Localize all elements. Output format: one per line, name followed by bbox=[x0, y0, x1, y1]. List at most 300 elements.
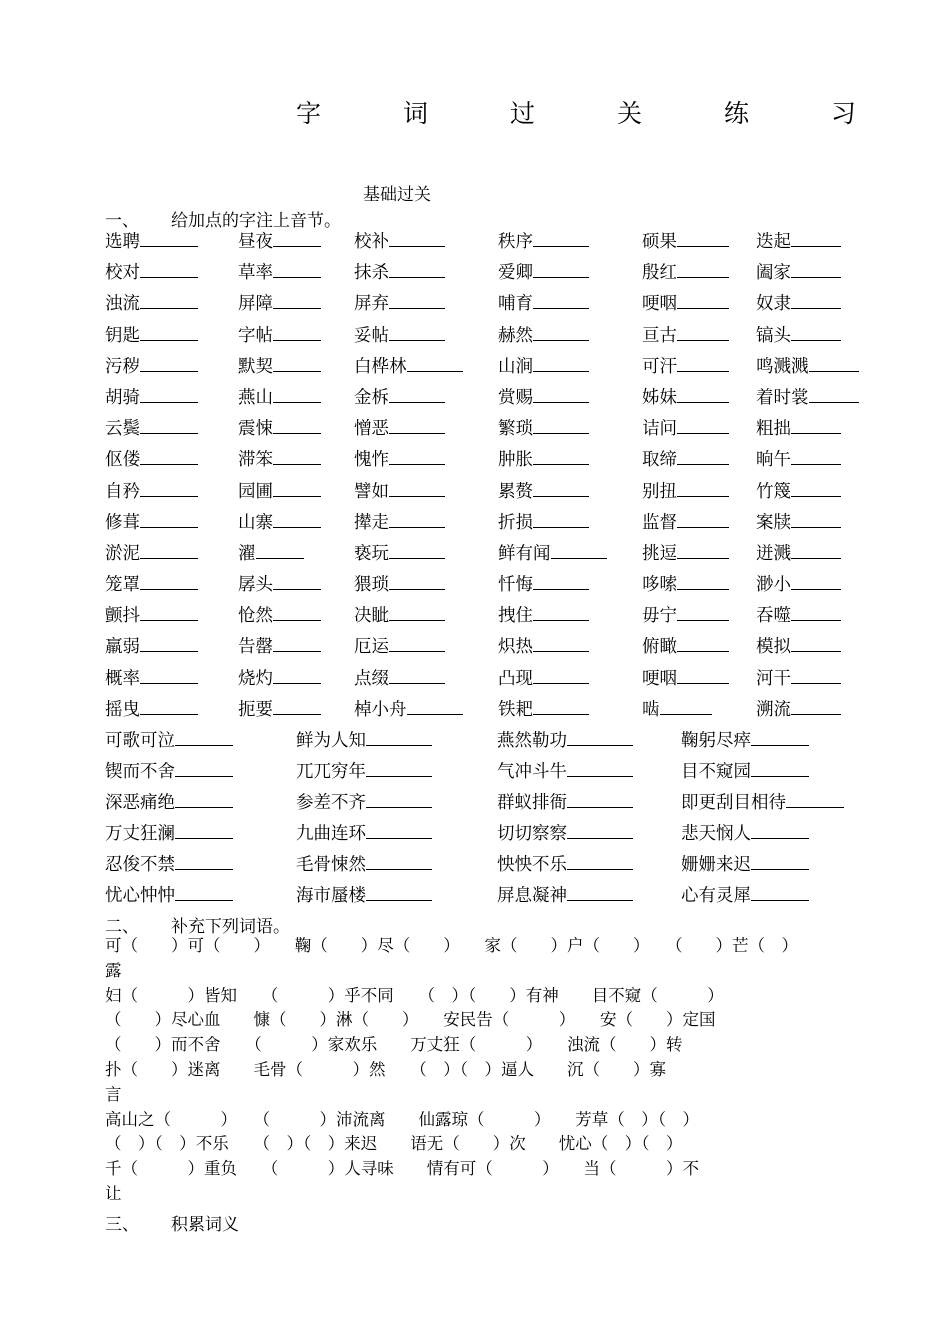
vocab-item bbox=[238, 415, 321, 440]
vocab-item bbox=[105, 415, 198, 440]
vocab-item bbox=[756, 633, 841, 658]
answer-blank[interactable] bbox=[791, 259, 841, 278]
answer-blank[interactable] bbox=[791, 571, 841, 590]
answer-blank[interactable] bbox=[389, 322, 445, 341]
idiom-word: 万丈狂澜 bbox=[105, 824, 175, 844]
vocab-word: 山寨 bbox=[238, 512, 273, 533]
answer-blank[interactable] bbox=[366, 882, 432, 901]
vocab-item bbox=[642, 353, 729, 378]
vocab-item bbox=[756, 571, 841, 596]
answer-blank[interactable] bbox=[140, 509, 198, 528]
vocab-item bbox=[642, 322, 729, 347]
vocab-word: 污秽 bbox=[105, 356, 140, 377]
vocab-word: 猥琐 bbox=[354, 575, 389, 596]
vocab-word: 哺育 bbox=[498, 294, 533, 315]
answer-blank[interactable] bbox=[256, 540, 304, 559]
fill-in-line: 言 bbox=[105, 1084, 122, 1104]
vocab-word: 渺小 bbox=[756, 575, 791, 596]
answer-blank[interactable] bbox=[140, 353, 198, 372]
answer-blank[interactable] bbox=[389, 602, 445, 621]
vocab-item bbox=[105, 228, 198, 253]
answer-blank[interactable] bbox=[366, 789, 432, 808]
answer-blank[interactable] bbox=[140, 384, 198, 403]
vocab-word: 愧怍 bbox=[354, 450, 389, 471]
answer-blank[interactable] bbox=[677, 509, 729, 528]
answer-blank[interactable] bbox=[567, 727, 633, 746]
vocab-word: 硕果 bbox=[642, 232, 677, 252]
vocab-word: 震悚 bbox=[238, 419, 273, 440]
idiom-item bbox=[497, 727, 633, 752]
vocab-word: 着时裳 bbox=[756, 387, 809, 408]
answer-blank[interactable] bbox=[567, 851, 633, 870]
idiom-item bbox=[497, 851, 633, 876]
idiom-item bbox=[296, 882, 432, 907]
answer-blank[interactable] bbox=[533, 290, 589, 309]
vocab-word: 白桦林 bbox=[354, 356, 407, 377]
answer-blank[interactable] bbox=[273, 665, 321, 684]
answer-blank[interactable] bbox=[791, 509, 841, 528]
vocab-item bbox=[105, 509, 198, 534]
vocab-item bbox=[642, 259, 729, 284]
answer-blank[interactable] bbox=[407, 696, 463, 715]
idiom-item bbox=[681, 851, 809, 876]
answer-blank[interactable] bbox=[677, 259, 729, 278]
idiom-item bbox=[296, 820, 432, 845]
answer-blank[interactable] bbox=[533, 696, 589, 715]
vocab-item bbox=[238, 228, 321, 253]
answer-blank[interactable] bbox=[273, 228, 321, 247]
section-label: 积累词义 bbox=[171, 1215, 239, 1235]
vocab-word: 监督 bbox=[642, 512, 677, 533]
vocab-word: 烧灼 bbox=[238, 668, 273, 689]
answer-blank[interactable] bbox=[273, 384, 321, 403]
answer-blank[interactable] bbox=[791, 602, 841, 621]
vocab-word: 撵走 bbox=[354, 512, 389, 533]
vocab-item bbox=[105, 540, 198, 565]
answer-blank[interactable] bbox=[273, 353, 321, 372]
answer-blank[interactable] bbox=[791, 322, 841, 341]
idiom-word: 海市蜃楼 bbox=[296, 886, 366, 906]
answer-blank[interactable] bbox=[677, 633, 729, 652]
answer-blank[interactable] bbox=[677, 290, 729, 309]
answer-blank[interactable] bbox=[551, 540, 607, 559]
vocab-item bbox=[498, 602, 589, 627]
vocab-word: 金柝 bbox=[354, 387, 389, 408]
vocab-item bbox=[105, 571, 198, 596]
answer-blank[interactable] bbox=[389, 478, 445, 497]
answer-blank[interactable] bbox=[140, 602, 198, 621]
vocab-item bbox=[238, 446, 321, 471]
idiom-item bbox=[105, 789, 233, 814]
vocab-word: 迭起 bbox=[756, 232, 791, 252]
vocab-word: 案牍 bbox=[756, 512, 791, 533]
vocab-word: 屏障 bbox=[238, 294, 273, 315]
answer-blank[interactable] bbox=[751, 727, 809, 746]
vocab-item bbox=[105, 696, 198, 721]
answer-blank[interactable] bbox=[677, 540, 729, 559]
idiom-item bbox=[681, 727, 809, 752]
vocab-item bbox=[354, 478, 445, 503]
vocab-item bbox=[238, 384, 321, 409]
answer-blank[interactable] bbox=[366, 758, 432, 777]
vocab-item bbox=[238, 602, 321, 627]
answer-blank[interactable] bbox=[533, 259, 589, 278]
answer-blank[interactable] bbox=[273, 322, 321, 341]
vocab-word: 选聘 bbox=[105, 232, 140, 252]
section-label: 给加点的字注上音节。 bbox=[171, 211, 341, 231]
vocab-word: 铁耙 bbox=[498, 699, 533, 720]
vocab-item bbox=[105, 259, 198, 284]
vocab-word: 屏弃 bbox=[354, 294, 389, 315]
fill-in-line: 高山之（ ） （ ）沛流离 仙露琼（ ） 芳草（ ）（ ） bbox=[105, 1109, 699, 1129]
answer-blank[interactable] bbox=[273, 633, 321, 652]
answer-blank[interactable] bbox=[140, 478, 198, 497]
vocab-word: 迸溅 bbox=[756, 543, 791, 564]
answer-blank[interactable] bbox=[533, 384, 589, 403]
answer-blank[interactable] bbox=[567, 789, 633, 808]
answer-blank[interactable] bbox=[273, 290, 321, 309]
vocab-word: 繁琐 bbox=[498, 419, 533, 440]
vocab-item bbox=[354, 446, 445, 471]
answer-blank[interactable] bbox=[140, 665, 198, 684]
vocab-word: 浊流 bbox=[105, 294, 140, 315]
answer-blank[interactable] bbox=[791, 415, 841, 434]
idiom-word: 深恶痛绝 bbox=[105, 793, 175, 813]
idiom-word: 怏怏不乐 bbox=[497, 855, 567, 875]
answer-blank[interactable] bbox=[791, 446, 841, 465]
fill-in-line: （ ）尽心血 慷（ ）淋（ ） 安民告（ ） 安（ ）定国 bbox=[105, 1010, 716, 1030]
idiom-word: 毛骨悚然 bbox=[296, 855, 366, 875]
idiom-item bbox=[296, 851, 432, 876]
answer-blank[interactable] bbox=[140, 540, 198, 559]
idiom-item bbox=[497, 789, 633, 814]
vocab-word: 粗拙 bbox=[756, 419, 791, 440]
vocab-word: 哆嗦 bbox=[642, 575, 677, 596]
answer-blank[interactable] bbox=[533, 322, 589, 341]
idiom-word: 切切察察 bbox=[497, 824, 567, 844]
answer-blank[interactable] bbox=[791, 290, 841, 309]
vocab-word: 伛偻 bbox=[105, 450, 140, 471]
vocab-word: 校对 bbox=[105, 263, 140, 284]
vocab-item bbox=[354, 571, 445, 596]
vocab-item bbox=[498, 259, 589, 284]
vocab-item bbox=[498, 478, 589, 503]
answer-blank[interactable] bbox=[140, 571, 198, 590]
answer-blank[interactable] bbox=[533, 478, 589, 497]
answer-blank[interactable] bbox=[389, 633, 445, 652]
answer-blank[interactable] bbox=[677, 571, 729, 590]
answer-blank[interactable] bbox=[389, 665, 445, 684]
vocab-word: 校补 bbox=[354, 232, 389, 252]
fill-in-line: 让 bbox=[105, 1183, 122, 1203]
vocab-item bbox=[642, 602, 729, 627]
answer-blank[interactable] bbox=[809, 353, 859, 372]
vocab-item bbox=[105, 446, 198, 471]
vocab-item bbox=[756, 228, 841, 253]
answer-blank[interactable] bbox=[677, 415, 729, 434]
vocab-item bbox=[642, 415, 729, 440]
answer-blank[interactable] bbox=[791, 665, 841, 684]
vocab-item bbox=[642, 571, 729, 596]
vocab-word: 昼夜 bbox=[238, 232, 273, 252]
answer-blank[interactable] bbox=[751, 758, 809, 777]
vocab-item bbox=[498, 571, 589, 596]
vocab-word: 可汗 bbox=[642, 356, 677, 377]
answer-blank[interactable] bbox=[751, 882, 809, 901]
answer-blank[interactable] bbox=[533, 571, 589, 590]
fill-in-line: 千（ ）重负 （ ）人寻味 情有可（ ） 当（ ）不 bbox=[105, 1159, 699, 1179]
answer-blank[interactable] bbox=[567, 820, 633, 839]
answer-blank[interactable] bbox=[786, 789, 844, 808]
answer-blank[interactable] bbox=[677, 353, 729, 372]
vocab-item bbox=[756, 509, 841, 534]
vocab-item bbox=[756, 353, 859, 378]
title-char: 习 bbox=[830, 99, 856, 128]
vocab-item bbox=[105, 633, 198, 658]
vocab-word: 别扭 bbox=[642, 481, 677, 502]
answer-blank[interactable] bbox=[389, 259, 445, 278]
answer-blank[interactable] bbox=[366, 820, 432, 839]
answer-blank[interactable] bbox=[791, 228, 841, 247]
answer-blank[interactable] bbox=[389, 290, 445, 309]
answer-blank[interactable] bbox=[533, 228, 589, 247]
subtitle: 基础过关 bbox=[363, 185, 431, 205]
answer-blank[interactable] bbox=[140, 259, 198, 278]
vocab-item bbox=[238, 478, 321, 503]
answer-blank[interactable] bbox=[677, 665, 729, 684]
vocab-item bbox=[642, 478, 729, 503]
answer-blank[interactable] bbox=[533, 665, 589, 684]
answer-blank[interactable] bbox=[677, 384, 729, 403]
vocab-word: 默契 bbox=[238, 356, 273, 377]
vocab-item bbox=[756, 665, 841, 690]
answer-blank[interactable] bbox=[751, 851, 809, 870]
answer-blank[interactable] bbox=[533, 602, 589, 621]
vocab-word: 修葺 bbox=[105, 512, 140, 533]
vocab-item bbox=[756, 415, 841, 440]
answer-blank[interactable] bbox=[677, 602, 729, 621]
vocab-word: 挑逗 bbox=[642, 543, 677, 564]
idiom-word: 忧心忡忡 bbox=[105, 886, 175, 906]
vocab-word: 奴隶 bbox=[756, 294, 791, 315]
vocab-word: 拽住 bbox=[498, 606, 533, 627]
answer-blank[interactable] bbox=[140, 228, 198, 247]
answer-blank[interactable] bbox=[567, 882, 633, 901]
fill-in-exercise bbox=[105, 932, 853, 1205]
vocab-word: 笼罩 bbox=[105, 575, 140, 596]
vocab-word: 忏悔 bbox=[498, 575, 533, 596]
vocab-word: 炽热 bbox=[498, 637, 533, 658]
vocab-word: 竹篾 bbox=[756, 481, 791, 502]
vocab-item bbox=[354, 696, 463, 721]
vocab-item bbox=[642, 290, 729, 315]
title-char: 练 bbox=[723, 99, 749, 128]
vocab-word: 哽咽 bbox=[642, 668, 677, 689]
vocab-word: 镐头 bbox=[756, 325, 791, 346]
vocab-word: 溯流 bbox=[756, 699, 791, 720]
answer-blank[interactable] bbox=[660, 696, 712, 715]
answer-blank[interactable] bbox=[366, 851, 432, 870]
vocab-item bbox=[354, 228, 445, 253]
vocab-word: 吞噬 bbox=[756, 606, 791, 627]
vocab-item bbox=[238, 509, 321, 534]
idiom-word: 姗姗来迟 bbox=[681, 855, 751, 875]
answer-blank[interactable] bbox=[140, 322, 198, 341]
fill-in-line: 露 bbox=[105, 960, 122, 980]
answer-blank[interactable] bbox=[175, 882, 233, 901]
vocab-item bbox=[498, 384, 589, 409]
answer-blank[interactable] bbox=[273, 478, 321, 497]
idiom-word: 即更刮目相待 bbox=[681, 793, 786, 813]
vocab-word: 赏赐 bbox=[498, 387, 533, 408]
answer-blank[interactable] bbox=[273, 259, 321, 278]
vocab-item bbox=[354, 415, 445, 440]
vocab-word: 羸弱 bbox=[105, 637, 140, 658]
vocab-word: 怆然 bbox=[238, 606, 273, 627]
answer-blank[interactable] bbox=[533, 353, 589, 372]
answer-blank[interactable] bbox=[389, 384, 445, 403]
vocab-word: 抹杀 bbox=[354, 263, 389, 284]
vocab-word: 啮 bbox=[642, 699, 660, 720]
answer-blank[interactable] bbox=[140, 446, 198, 465]
vocab-word: 自矜 bbox=[105, 481, 140, 502]
answer-blank[interactable] bbox=[389, 415, 445, 434]
vocab-item bbox=[498, 696, 589, 721]
answer-blank[interactable] bbox=[273, 696, 321, 715]
vocab-item bbox=[105, 322, 198, 347]
answer-blank[interactable] bbox=[791, 540, 841, 559]
vocab-item bbox=[238, 290, 321, 315]
vocab-word: 草率 bbox=[238, 263, 273, 284]
answer-blank[interactable] bbox=[533, 509, 589, 528]
vocab-word: 累赘 bbox=[498, 481, 533, 502]
vocab-item bbox=[498, 290, 589, 315]
answer-blank[interactable] bbox=[140, 415, 198, 434]
vocab-item bbox=[105, 665, 198, 690]
answer-blank[interactable] bbox=[273, 571, 321, 590]
answer-blank[interactable] bbox=[273, 446, 321, 465]
vocab-word: 决眦 bbox=[354, 606, 389, 627]
answer-blank[interactable] bbox=[533, 633, 589, 652]
vocab-word: 山涧 bbox=[498, 356, 533, 377]
vocab-item bbox=[642, 509, 729, 534]
vocab-item bbox=[354, 665, 445, 690]
answer-blank[interactable] bbox=[140, 696, 198, 715]
answer-blank[interactable] bbox=[533, 415, 589, 434]
answer-blank[interactable] bbox=[751, 820, 809, 839]
vocab-item bbox=[756, 478, 841, 503]
answer-blank[interactable] bbox=[273, 602, 321, 621]
vocab-word: 阖家 bbox=[756, 263, 791, 284]
idiom-word: 鞠躬尽瘁 bbox=[681, 731, 751, 751]
answer-blank[interactable] bbox=[273, 415, 321, 434]
vocab-item bbox=[354, 540, 445, 565]
vocab-item bbox=[642, 540, 729, 565]
answer-blank[interactable] bbox=[175, 851, 233, 870]
vocab-word: 模拟 bbox=[756, 637, 791, 658]
answer-blank[interactable] bbox=[407, 353, 463, 372]
vocab-word: 胡骑 bbox=[105, 387, 140, 408]
answer-blank[interactable] bbox=[273, 509, 321, 528]
vocab-item bbox=[105, 353, 198, 378]
vocab-item bbox=[498, 665, 589, 690]
answer-blank[interactable] bbox=[175, 758, 233, 777]
vocab-item bbox=[238, 540, 304, 565]
section-number: 三、 bbox=[105, 1215, 139, 1235]
vocab-item bbox=[354, 384, 445, 409]
vocab-item bbox=[756, 290, 841, 315]
vocab-item bbox=[238, 259, 321, 284]
vocab-word: 厄运 bbox=[354, 637, 389, 658]
vocab-word: 钥匙 bbox=[105, 325, 140, 346]
vocab-item bbox=[498, 228, 589, 253]
answer-blank[interactable] bbox=[677, 228, 729, 247]
answer-blank[interactable] bbox=[677, 446, 729, 465]
vocab-item bbox=[354, 353, 463, 378]
answer-blank[interactable] bbox=[533, 446, 589, 465]
vocab-item bbox=[756, 259, 841, 284]
vocab-word: 字帖 bbox=[238, 325, 273, 346]
answer-blank[interactable] bbox=[809, 384, 859, 403]
vocab-word: 燕山 bbox=[238, 387, 273, 408]
vocab-word: 鸣溅溅 bbox=[756, 356, 809, 377]
vocab-item bbox=[642, 696, 712, 721]
answer-blank[interactable] bbox=[140, 633, 198, 652]
answer-blank[interactable] bbox=[175, 789, 233, 808]
answer-blank[interactable] bbox=[389, 509, 445, 528]
title-char: 过 bbox=[509, 99, 535, 128]
vocab-word: 亵玩 bbox=[354, 543, 389, 564]
idiom-word: 锲而不舍 bbox=[105, 762, 175, 782]
idiom-item bbox=[497, 882, 633, 907]
vocab-item bbox=[354, 259, 445, 284]
vocab-word: 河干 bbox=[756, 668, 791, 689]
vocab-word: 爱卿 bbox=[498, 263, 533, 284]
answer-blank[interactable] bbox=[791, 478, 841, 497]
answer-blank[interactable] bbox=[175, 727, 233, 746]
vocab-word: 俯瞰 bbox=[642, 637, 677, 658]
answer-blank[interactable] bbox=[791, 633, 841, 652]
answer-blank[interactable] bbox=[677, 478, 729, 497]
idiom-item bbox=[497, 820, 633, 845]
answer-blank[interactable] bbox=[389, 540, 445, 559]
answer-blank[interactable] bbox=[567, 758, 633, 777]
vocab-item bbox=[498, 353, 589, 378]
idiom-word: 鲜为人知 bbox=[296, 731, 366, 751]
vocab-item bbox=[498, 540, 607, 565]
idiom-word: 参差不齐 bbox=[296, 793, 366, 813]
answer-blank[interactable] bbox=[366, 727, 432, 746]
title-char: 关 bbox=[616, 99, 642, 128]
vocab-item bbox=[498, 509, 589, 534]
answer-blank[interactable] bbox=[677, 322, 729, 341]
answer-blank[interactable] bbox=[175, 820, 233, 839]
vocab-item bbox=[105, 290, 198, 315]
vocab-item bbox=[238, 353, 321, 378]
answer-blank[interactable] bbox=[791, 696, 841, 715]
vocab-item bbox=[642, 446, 729, 471]
vocab-word: 鲜有闻 bbox=[498, 543, 551, 564]
answer-blank[interactable] bbox=[389, 571, 445, 590]
vocab-word: 云鬓 bbox=[105, 419, 140, 440]
idiom-item bbox=[497, 758, 633, 783]
answer-blank[interactable] bbox=[389, 446, 445, 465]
vocab-item bbox=[642, 228, 729, 253]
vocab-word: 诘问 bbox=[642, 419, 677, 440]
answer-blank[interactable] bbox=[389, 228, 445, 247]
idiom-item bbox=[681, 820, 809, 845]
answer-blank[interactable] bbox=[140, 290, 198, 309]
